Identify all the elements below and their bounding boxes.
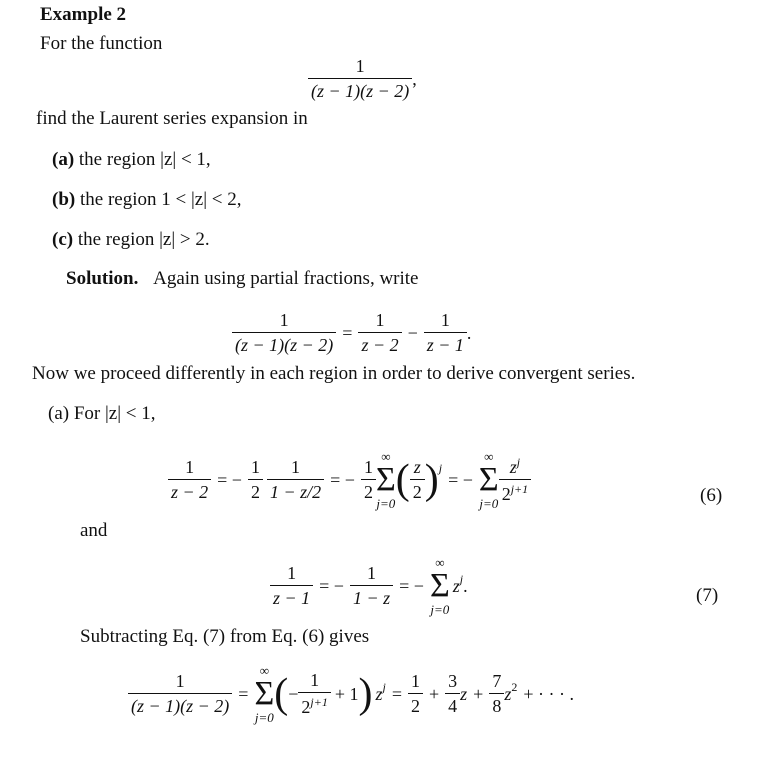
eq6-last-num <box>507 455 523 479</box>
equals-sign: = − <box>319 575 344 596</box>
intro-text: For the function <box>40 33 163 54</box>
part-a <box>52 149 211 171</box>
pf-b <box>424 310 467 356</box>
eq6-last-den <box>499 479 531 505</box>
equation-7 <box>270 556 468 616</box>
equals-sign: = − <box>217 469 242 490</box>
final-c2 <box>445 671 460 717</box>
eq6-f1-num: 1 <box>185 457 195 477</box>
eq7-period: . <box>463 575 468 596</box>
proceed-text: Now we proceed differently in each region in order to derive convergent series. <box>32 363 636 384</box>
eq6-half-den: 2 <box>248 479 263 503</box>
part-c <box>52 229 210 251</box>
paren-open: ( <box>395 457 410 503</box>
paren-close: ) <box>358 671 373 717</box>
function-comma: , <box>412 68 417 89</box>
pf-a <box>358 310 401 356</box>
pf-lhs-den: (z − 1)(z − 2) <box>232 332 336 356</box>
final-lhs-den: (z − 1)(z − 2) <box>128 693 232 717</box>
eq6-zt-num: z <box>413 457 421 477</box>
final-equation <box>128 664 574 724</box>
sum-lower: j=0 <box>479 496 499 511</box>
equals-sign: = − <box>448 469 473 490</box>
final-tail: + · · · . <box>523 683 574 704</box>
final-z: z <box>375 683 383 704</box>
final-c2-den: 4 <box>445 693 460 717</box>
eq6-last-num-base: z <box>509 457 517 477</box>
final-lhs <box>128 671 232 717</box>
final-c3 <box>489 671 504 717</box>
case-a-text: (a) For |z| < 1, <box>48 403 156 424</box>
eq6-last <box>499 455 531 505</box>
function-denominator: (z − 1)(z − 2) <box>308 78 412 102</box>
eq6-f1-den: z − 2 <box>168 479 211 503</box>
part-a-label: (a) <box>52 149 75 170</box>
eq6-half-num: 1 <box>250 457 260 477</box>
final-inner-den <box>298 692 330 718</box>
sigma-icon: Σ <box>254 675 275 712</box>
partial-fraction-equation <box>232 310 471 356</box>
part-b-text: the region 1 < |z| < 2, <box>79 189 242 210</box>
final-inner-num: 1 <box>310 670 320 690</box>
pf-a-den: z − 2 <box>358 332 401 356</box>
eq6-last-den-base: 2 <box>501 484 511 504</box>
eq6-zt <box>410 457 425 503</box>
final-z2-pow: 2 <box>511 679 518 694</box>
eq7-f2-den: 1 − z <box>350 585 393 609</box>
final-z2: z <box>504 683 512 704</box>
pf-b-num: 1 <box>440 310 450 330</box>
eq6-sum <box>376 450 396 510</box>
sum-lower: j=0 <box>376 496 396 511</box>
final-c3-den: 8 <box>489 693 504 717</box>
sum-upper: ∞ <box>484 449 494 464</box>
and-text: and <box>80 520 108 541</box>
sum-upper: ∞ <box>435 555 445 570</box>
equals-sign: = <box>238 683 249 704</box>
part-c-text: the region |z| > 2. <box>77 229 210 250</box>
eq7-f2 <box>350 563 393 609</box>
eq6-sum2 <box>479 450 499 510</box>
function-fraction <box>308 56 412 102</box>
solution-text: Again using partial fractions, write <box>153 268 419 289</box>
part-b-label: (b) <box>52 189 76 210</box>
equals-sign: = <box>391 683 402 704</box>
eq7-sum <box>430 556 450 616</box>
eq6-number: (6) <box>700 485 723 506</box>
eq6-last-den-pow: j+1 <box>510 482 529 496</box>
eq6-f1 <box>168 457 211 503</box>
sigma-icon: Σ <box>429 567 450 604</box>
eq6-f2 <box>267 457 324 503</box>
pf-period: . <box>466 322 472 343</box>
eq7-term: z <box>452 575 460 596</box>
subtracting-text: Subtracting Eq. (7) from Eq. (6) gives <box>80 626 370 647</box>
part-a-text: the region |z| < 1, <box>78 149 211 170</box>
sum-upper: ∞ <box>381 449 391 464</box>
solution-line <box>66 268 419 290</box>
final-c1-num: 1 <box>411 671 420 691</box>
final-sum <box>254 664 274 724</box>
function-numerator: 1 <box>355 56 365 76</box>
solution-label: Solution. <box>66 268 139 289</box>
final-lhs-num: 1 <box>175 671 185 691</box>
sigma-icon: Σ <box>375 461 396 498</box>
plus-one: + 1 <box>334 683 359 704</box>
pf-lhs-num: 1 <box>279 310 289 330</box>
part-b <box>52 189 241 211</box>
final-inner-den-pow: j+1 <box>310 695 328 709</box>
eq6-pow: j <box>438 460 443 475</box>
pf-lhs <box>232 310 336 356</box>
final-z1: z <box>460 683 468 704</box>
final-c1 <box>408 671 423 717</box>
minus-sign: − <box>288 683 299 704</box>
equals-sign: = <box>342 322 353 343</box>
sigma-icon: Σ <box>478 461 499 498</box>
paren-close: ) <box>424 457 439 503</box>
pf-a-num: 1 <box>375 310 385 330</box>
eq7-f2-num: 1 <box>367 563 377 583</box>
eq6-f2-num: 1 <box>291 457 301 477</box>
eq7-f1-num: 1 <box>287 563 297 583</box>
final-c1-den: 2 <box>408 693 423 717</box>
eq7-term-pow: j <box>459 571 464 586</box>
eq6-h2-num: 1 <box>363 457 373 477</box>
equation-6 <box>168 450 531 510</box>
eq6-last-num-pow: j <box>516 455 521 469</box>
sum-lower: j=0 <box>430 602 450 617</box>
eq6-h2 <box>361 457 376 503</box>
final-inner-den-base: 2 <box>301 697 311 717</box>
plus-sign: + <box>473 683 484 704</box>
paren-open: ( <box>274 671 289 717</box>
eq6-h2-den: 2 <box>361 479 376 503</box>
part-c-label: (c) <box>52 229 74 250</box>
sum-upper: ∞ <box>259 663 269 678</box>
equals-sign: = − <box>399 575 424 596</box>
plus-sign: + <box>429 683 440 704</box>
final-inner <box>298 670 330 718</box>
minus-sign: − <box>407 322 418 343</box>
final-c2-num: 3 <box>448 671 458 691</box>
final-z-pow: j <box>382 679 386 694</box>
example-title: Example 2 <box>40 4 127 25</box>
task-text: find the Laurent series expansion in <box>36 108 308 129</box>
eq6-half <box>248 457 263 503</box>
eq7-f1-den: z − 1 <box>270 585 313 609</box>
eq6-f2-den: 1 − z/2 <box>267 479 324 503</box>
function-display <box>308 56 417 102</box>
equals-sign: = − <box>330 469 355 490</box>
sum-lower: j=0 <box>254 710 274 725</box>
final-c3-num: 7 <box>492 671 502 691</box>
pf-b-den: z − 1 <box>424 332 467 356</box>
eq7-number: (7) <box>696 585 719 606</box>
eq6-zt-den: 2 <box>410 479 425 503</box>
eq7-f1 <box>270 563 313 609</box>
